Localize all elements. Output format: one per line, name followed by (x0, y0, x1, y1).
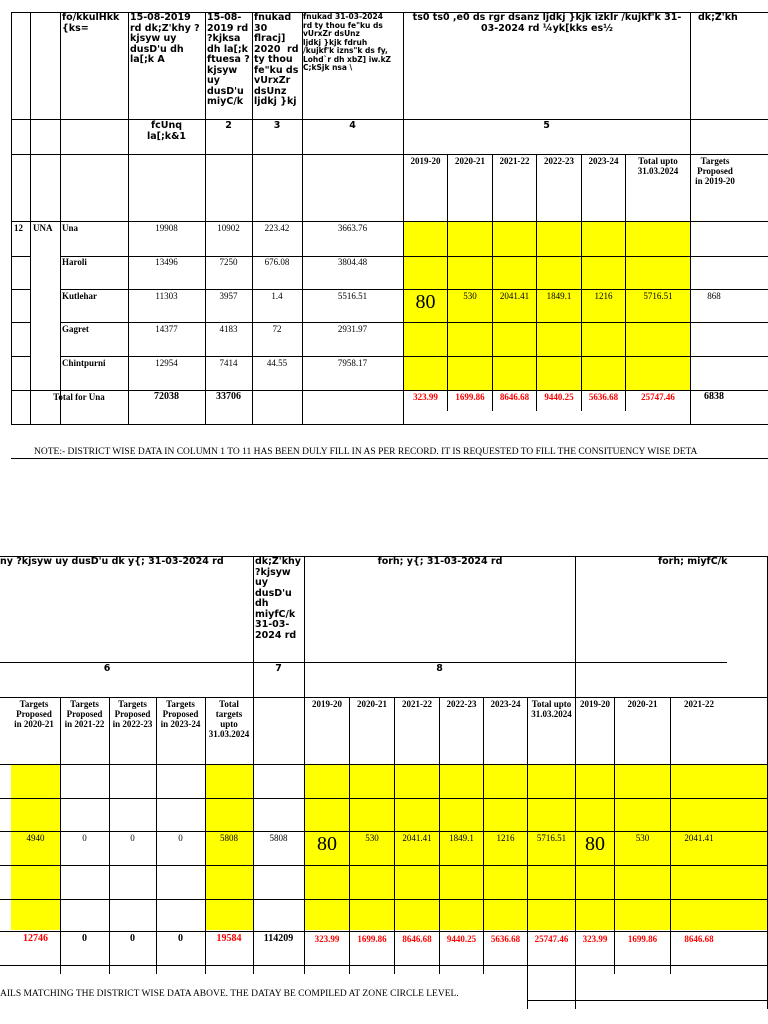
year-head: 2023-24 (588, 156, 619, 166)
total-year: 5636.68 (490, 934, 521, 944)
value-cell: 530 (365, 833, 379, 843)
colnum-2: 2 (225, 120, 232, 131)
hdr-households: 15-08- 2019 rd ?kjksa dh la[;k ftuesa ? kjsyw uy dusD'u miyC/k (207, 12, 250, 107)
target-cell: 0 (178, 833, 183, 843)
targets-head: Targets Proposed in 2022-23 (112, 699, 153, 729)
hdr-central-funds: fnukad 31-03-2024 rd ty thou fe"ku ds vUrxZr dsUnz ljdkj }kjk fdruh /kujkf'k izns"k ds fy, Lohd`r dh xbZ] iw.kZ C;kSjk nsa \ (303, 12, 391, 72)
row-cell: 676.08 (264, 257, 290, 267)
value-80: 80 (415, 291, 436, 313)
value-cell: 2041.41 (684, 833, 714, 843)
year-head: 2020-21 (627, 699, 658, 709)
value-cell: 2041.41 (499, 291, 530, 301)
total-year: 1699.86 (627, 934, 658, 944)
target-cell: 4940 (26, 833, 45, 843)
highlight-block (205, 765, 253, 930)
year-head: 2022-23 (544, 156, 574, 166)
total-year: 323.99 (582, 934, 608, 944)
note-text: NOTE:- DISTRICT WISE DATA IN COLUMN 1 TO 11 HAS BEEN DULY FILL IN AS PER RECORD. IT IS REQUESTED TO FILL THE CONSITUENCY WISE DETA (34, 447, 698, 457)
year-head: 2019-20 (312, 699, 342, 709)
row-cell: 19908 (155, 223, 178, 233)
total-target: 0 (82, 933, 87, 944)
year-head: 2021-22 (684, 699, 714, 709)
row-name: Una (62, 223, 79, 233)
value-cell: 2041.41 (402, 833, 432, 843)
value-cell: 5716.51 (643, 291, 673, 301)
row-name: Gagret (62, 324, 89, 334)
row-cell: 10902 (217, 223, 240, 233)
row-cell: 223.42 (264, 223, 290, 233)
value-80: 80 (317, 833, 337, 855)
note-text-continued: AILS MATCHING THE DISTRICT WISE DATA ABOVE. THE DATAY BE COMPILED AT ZONE CIRCLE LEVEL. (0, 989, 459, 999)
year-head: 2023-24 (490, 699, 521, 709)
total-year: 25747.46 (641, 392, 675, 402)
target-cell: 0 (130, 833, 135, 843)
value-cell: 1849.1 (546, 291, 572, 301)
year-head: 2021-22 (402, 699, 432, 709)
total-label: Total for Una (53, 392, 105, 402)
hdr-constituency: fo/kkulHkk {ks= (62, 12, 120, 34)
targets-head: Targets Proposed in 2020-21 (14, 699, 54, 729)
target-cell: 0 (82, 833, 87, 843)
total-year: 5636.68 (588, 392, 619, 402)
row-cell: 14377 (155, 324, 178, 334)
value-80: 80 (585, 833, 605, 855)
value-cell: 530 (463, 291, 477, 301)
row-cell: 13496 (155, 257, 178, 267)
colnum-7: 7 (275, 663, 282, 674)
total-year: 8646.68 (499, 392, 530, 402)
total-year: 25747.46 (534, 934, 569, 944)
district-name: UNA (33, 223, 53, 233)
highlight-block (11, 765, 60, 930)
row-name: Chintpurni (62, 358, 106, 368)
highlight-block (305, 765, 768, 930)
colnum-1: fcUnq la[;k&1 (146, 120, 187, 142)
hdr-achievement: dk;Z'khy ?kjsyw uy dusD'u dh miyfC/k 31-03- 2024 rd (255, 556, 301, 641)
value-cell: 530 (635, 833, 650, 843)
year-head: 2022-23 (446, 699, 477, 709)
row-cell: 5516.51 (337, 291, 368, 301)
total-year: 8646.68 (684, 934, 714, 944)
row-cell: 3804.48 (337, 257, 368, 267)
row-cell: 7414 (219, 358, 238, 368)
achievement-cell: 5808 (269, 833, 288, 843)
serial-number: 12 (14, 223, 23, 233)
total-target: 0 (178, 933, 183, 944)
hdr-financial-achievement: forh; miyfC/k (658, 556, 728, 567)
total-cell: 72038 (154, 391, 179, 402)
hdr-working-trunc: dk;Z'kh (698, 12, 738, 23)
row-cell: 4183 (219, 324, 238, 334)
year-head: 2021-22 (499, 156, 530, 166)
total-cell: 33706 (216, 391, 241, 402)
total-target: 12746 (23, 933, 48, 944)
colnum-3: 3 (273, 120, 281, 131)
total-year: 9440.25 (446, 934, 477, 944)
total-achievement: 114209 (263, 933, 294, 944)
row-cell: 72 (272, 324, 282, 334)
targets-head-total: Total targets upto 31.03.2024 (208, 699, 250, 739)
row-cell: 7250 (219, 257, 238, 267)
row-cell: 2931.97 (337, 324, 368, 334)
year-head-total: Total upto 31.03.2024 (531, 699, 572, 719)
colnum-5: 5 (543, 120, 550, 131)
hdr-sept-2020: fnukad 30 flracj] 2020 rd ty thou fe"ku ds vUrxZr dsUnz ljdkj }kj (254, 12, 299, 107)
value-cell: 1216 (594, 291, 613, 301)
row-cell: 1.4 (271, 291, 283, 301)
row-cell: 44.55 (266, 358, 288, 368)
targets-head: Targets Proposed in 2019-20 (695, 156, 735, 186)
colnum-6: 6 (103, 663, 111, 674)
row-name: Kutlehar (62, 291, 97, 301)
year-head: 2020-21 (357, 699, 387, 709)
year-head: 2019-20 (580, 699, 610, 709)
total-year: 323.99 (314, 934, 340, 944)
target-cell: 5808 (220, 833, 238, 843)
total-target: 19584 (216, 933, 242, 944)
row-cell: 3663.76 (337, 223, 368, 233)
total-year: 1699.86 (455, 392, 485, 402)
total-year: 9440.25 (544, 392, 574, 402)
year-head: 2019-20 (410, 156, 441, 166)
value-cell: 1216 (496, 833, 515, 843)
total-target: 6838 (704, 391, 724, 402)
row-cell: 11303 (155, 291, 178, 301)
total-year: 1699.86 (357, 934, 387, 944)
value-cell: 868 (707, 291, 721, 301)
row-cell: 12954 (155, 358, 178, 368)
total-target: 0 (130, 933, 135, 944)
colnum-8: 8 (436, 663, 443, 674)
hdr-working-connections: 15-08-2019 rd dk;Z'khy ? kjsyw uy dusD'u dh la[;k A (130, 12, 200, 65)
hdr-target-connections: ny ?kjsyw uy dusD'u dk y{; 31-03-2024 rd (0, 556, 224, 567)
hdr-financial-target: forh; y{; 31-03-2024 rd (377, 556, 503, 567)
row-name: Haroli (62, 257, 87, 267)
total-year: 8646.68 (402, 934, 432, 944)
row-cell: 3957 (219, 291, 238, 301)
value-cell: 5716.51 (536, 833, 567, 843)
row-cell: 7958.17 (337, 358, 368, 368)
total-year: 323.99 (413, 392, 438, 402)
hdr-jjm-received: ts0 ts0 ,e0 ds rgr dsanz ljdkj }kjk izkIr /kujkf'k 31- 03-2024 rd ¼yk[kks es½ (412, 12, 682, 34)
year-head: 2020-21 (455, 156, 485, 166)
targets-head: Targets Proposed in 2021-22 (64, 699, 105, 729)
year-head-total: Total upto 31.03.2024 (637, 156, 679, 176)
targets-head: Targets Proposed in 2023-24 (160, 699, 201, 729)
colnum-4: 4 (349, 120, 356, 131)
value-cell: 1849.1 (449, 833, 474, 843)
